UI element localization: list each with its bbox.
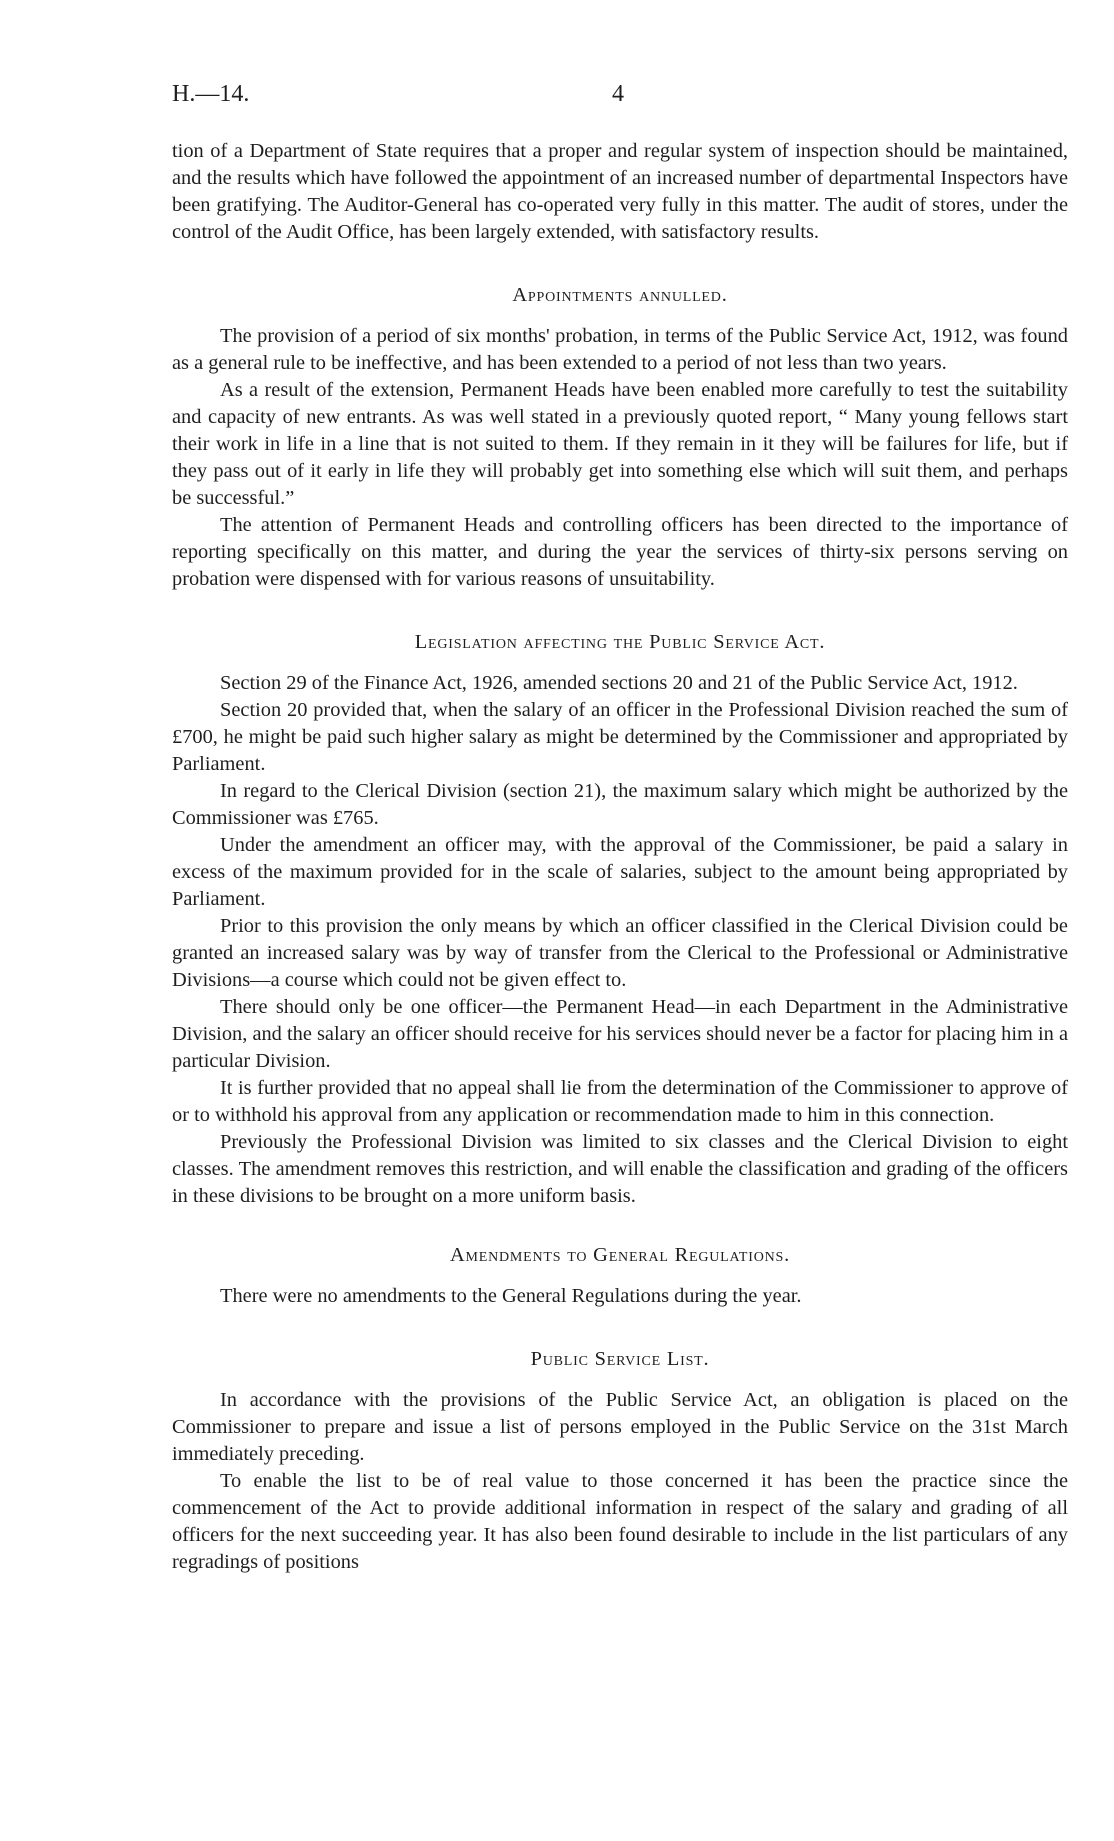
paragraph: There should only be one officer—the Permanent Head—in each Department in the Administrative Division, and the salary an officer should receive for his services should never be a factor for placing him in a particular Division.	[172, 996, 1068, 1072]
section-heading: Public Service List.	[530, 1348, 710, 1370]
body-text	[172, 138, 1068, 1576]
paragraph: Previously the Professional Division was limited to six classes and the Clerical Division to eight classes. The amendment removes this restriction, and will enable the classification and grading of the officers in these divisions to be brought on a more uniform basis.	[172, 1131, 1068, 1207]
section-appointments-annulled	[172, 282, 1068, 593]
paragraph: In accordance with the provisions of the Public Service Act, an obligation is placed on the Commissioner to prepare and issue a list of persons employed in the Public Service on the 31st March immediately preceding.	[172, 1389, 1068, 1465]
paragraph: Under the amendment an officer may, with the approval of the Commissioner, be paid a salary in excess of the maximum provided for in the scale of salaries, subject to the amount being appropriated by Parliament.	[172, 834, 1068, 910]
paragraph: There were no amendments to the General Regulations during the year.	[220, 1285, 802, 1307]
section-amendments	[172, 1242, 1068, 1310]
section-heading: Legislation affecting the Public Service Act.	[414, 631, 826, 653]
paragraph: In regard to the Clerical Division (section 21), the maximum salary which might be authorized by the Commissioner was £765.	[172, 780, 1068, 829]
section-heading: Amendments to General Regulations.	[449, 1244, 791, 1266]
section-heading: Appointments annulled.	[512, 284, 728, 306]
paragraph: It is further provided that no appeal shall lie from the determination of the Commissioner to approve of or to withhold his approval from any application or recommendation made to him in this connection.	[172, 1077, 1068, 1126]
section-legislation	[172, 629, 1068, 1210]
paragraph: tion of a Department of State requires that a proper and regular system of inspection should be maintained, and the results which have followed the appointment of an increased number of departmental Inspectors have been gratifying. The Auditor-General has co-operated very fully in this matter. The audit of stores, under the control of the Audit Office, has been largely extended, with satisfactory results.	[172, 140, 1068, 243]
paragraph: Section 20 provided that, when the salary of an officer in the Professional Division reached the sum of £700, he might be paid such higher salary as might be determined by the Commissioner and appropriated by Parliament.	[172, 699, 1068, 775]
paragraph: The provision of a period of six months' probation, in terms of the Public Service Act, 1912, was found as a general rule to be ineffective, and has been extended to a period of not less than two years.	[172, 325, 1068, 374]
paragraph: To enable the list to be of real value to those concerned it has been the practice since the commencement of the Act to provide additional information in respect of the salary and grading of all officers for the next succeeding year. It has also been found desirable to include in the list particulars of any regradings of positions	[172, 1470, 1068, 1573]
paragraph: Prior to this provision the only means by which an officer classified in the Clerical Division could be granted an increased salary was by way of transfer from the Clerical to the Professional or Administrative Divisions—a course which could not be given effect to.	[172, 915, 1068, 991]
paragraph: As a result of the extension, Permanent Heads have been enabled more carefully to test the suitability and capacity of new entrants. As was well stated in a previously quoted report, “ Many young fellows start their work in life in a line that is not suited to them. If they remain in it they will be failures for life, but if they pass out of it early in life they will probably get into something else which will suit them, and perhaps be successful.”	[172, 379, 1068, 509]
paragraph: Section 29 of the Finance Act, 1926, amended sections 20 and 21 of the Public Service Act, 1912.	[220, 672, 1018, 694]
page-number: 4	[612, 81, 624, 107]
paragraph: The attention of Permanent Heads and controlling officers has been directed to the importance of reporting specifically on this matter, and during the year the services of thirty-six persons serving on probation were dispensed with for various reasons of unsuitability.	[172, 514, 1068, 590]
document-reference: H.—14.	[172, 81, 250, 107]
section-public-service-list	[172, 1346, 1068, 1576]
